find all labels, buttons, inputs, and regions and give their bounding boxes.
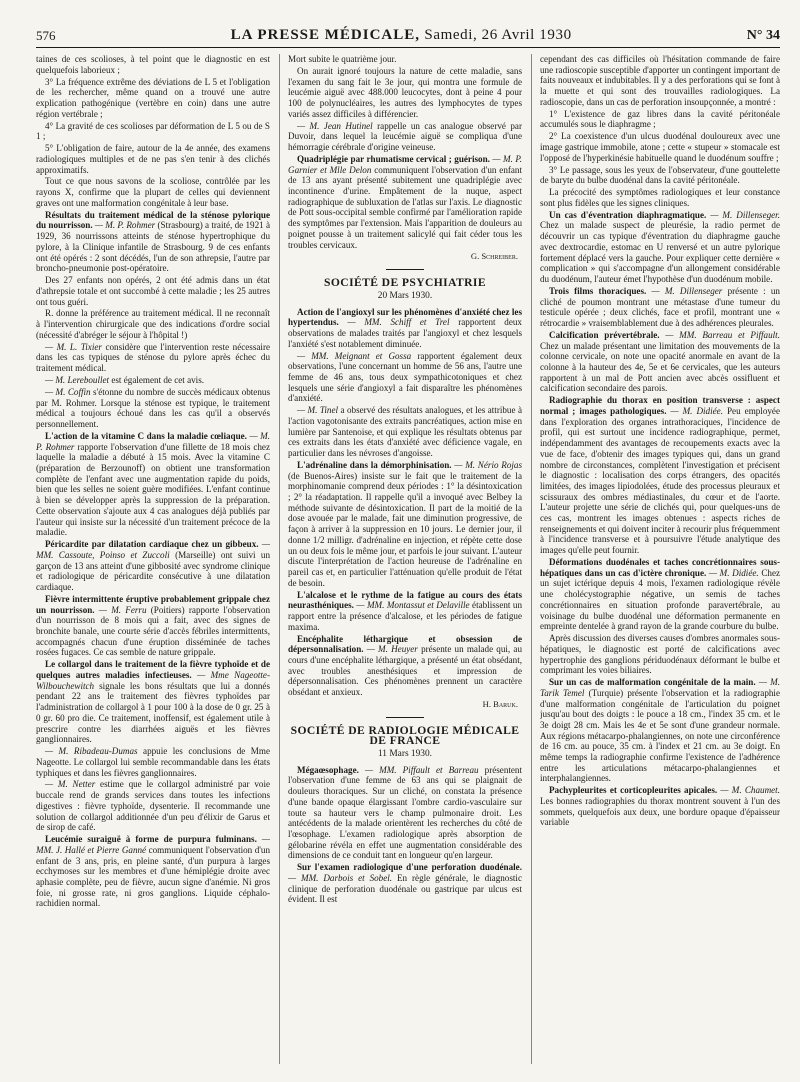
discussion <box>288 121 522 153</box>
communication-text: communiquent l'observation d'un enfant de 13 ans ayant présenté subitement une quadriplégie avec incontinence d'urine. Empâtement de la nuque, aspect radiographique de subluxation de l'atlas sur l'axis. Le diagnostic de Pott sous-occipital semble confirmé par l'amélioration rapide des symptômes par l'extension. Mais l'apparition de douleurs au poignet pousse à un traitement salicylé qui fait céder tous les troubles cervicaux. <box>288 164 522 250</box>
column-3 <box>540 54 780 1072</box>
communication-text: Les bonnes radiographies du thorax montrent souvent à l'un des sommets, quelquefois aux deux, une bordure opaque d'épaisseur variable <box>540 796 780 828</box>
society-heading: SOCIÉTÉ DE RADIOLOGIE MÉDICALE DE FRANCE <box>290 723 520 748</box>
page-header <box>36 22 780 48</box>
column-1 <box>36 54 270 1072</box>
communication-title: Encéphalite léthargique et obsession de dépersonnalisation. <box>288 633 522 655</box>
communication-title: Radiographie du thorax en position transverse : aspect normal ; images pathologiques. <box>540 395 780 416</box>
masthead <box>231 27 572 44</box>
communication-title: Pachypleurites et corticopleurites apicales. <box>549 785 718 796</box>
paragraph: 1° L'existence de gaz libres dans la cavité péritonéale accumulés sous le diaphragme ; <box>540 108 780 130</box>
discussion <box>36 375 270 386</box>
column-rule <box>531 54 532 1064</box>
communication <box>36 834 270 909</box>
communication-title: Trois films thoraciques. <box>549 285 647 296</box>
communication-title: Calcification prévertébrale. <box>549 329 660 340</box>
session-date: 20 Mars 1930. <box>377 290 433 301</box>
author: — M. Nério Rojas <box>454 459 522 470</box>
discussion-text: appuie les conclusions de Mme Nageotte. Le collargol lui semble recommandable dans les états typhiques et dans les fièvres ganglionnaires. <box>36 746 270 778</box>
communication <box>540 330 780 394</box>
communication-text: Chez un malade présentant une limitation des mouvements de la colonne cervicale, on note une opacité anormale en avant de la colonne à la hauteur des 4e, 5e et 6e cervicales, que les auteurs rapportent à un mal de Pott ancien avec abcès ossifluent et calcification secondaire des parois. <box>540 340 780 394</box>
communication-text: (Poitiers) rapporte l'observation d'un nourrisson de 8 mois qui a fait, avec des signes de bronchite banale, une courte série d'accès fébriles intermittents, accompagnés chacun d'une éruption disséminée de taches rosées fugaces. Ce cas semble de nature grippale. <box>36 604 270 658</box>
communication-title: Sur l'examen radiologique d'une perforation duodénale. <box>297 862 522 873</box>
communication <box>36 431 270 538</box>
communication-title: Mégaœsophage. <box>297 764 359 775</box>
discussion <box>36 779 270 833</box>
communication-title: Déformations duodénales et taches concrétionnaires sous-hépatiques dans un cas d'ictère chronique. <box>540 557 780 578</box>
paragraph: R. donne la préférence au traitement médical. Il ne reconnaît à l'intervention chirurgicale que des indications d'ordre social (nécessité d'abréger le séjour à l'hôpital !) <box>36 308 270 340</box>
discussion-text: rappelle un cas analogue observé par Duvoir, dans lequel la leucémie aiguë se compliqua d'une hémorragie cérébrale d'origine veineuse. <box>288 120 522 152</box>
column-rule <box>279 54 280 1064</box>
communication-text: présentent l'observation d'une femme de 63 ans qui se plaignait de douleurs thoraciques. Sur un cliché, on constata la présence d'une bande opaque élargissant l'ombre cardio-vasculaire sur toute sa hauteur vers le champ pulmonaire droit. Les antécédents de la malade orientèrent les recherches du côté de l'œsophage. L'examen radiologique après absorption de gélobarine révéla en effet une augmentation considérable des dimensions de ce conduit tant en longueur qu'en largeur. <box>288 764 522 861</box>
communication <box>288 862 522 905</box>
discussion <box>36 342 270 374</box>
issue-number: N° 34 <box>746 28 780 43</box>
paragraph: Après discussion des diverses causes d'ombres anormales sous-hépatiques, le diagnostic est porté de calcifications avec hypertrophie des ganglions périduodénaux déformant le bulbe et comprimant les voies biliaires. <box>540 633 780 676</box>
author: — M. P. Rohmer <box>94 220 156 231</box>
signature-name: G. Schreiber. <box>470 251 518 262</box>
section-separator <box>386 717 424 718</box>
author: — M. Coffin <box>45 386 91 397</box>
author: — M. Tinel <box>297 405 339 416</box>
communication-title: Quadriplégie par rhumatisme cervical ; guérison. <box>297 153 490 164</box>
section-separator <box>386 269 424 270</box>
paragraph: On aurait ignoré toujours la nature de cette maladie, sans l'examen du sang fait le 3e jour, qui montra une formule de leucémie aiguë avec 488.000 leucocytes, dont à peine 4 pour 100 de polynucléaires, les autres des lymphocytes de types variés assez difficiles à différencier. <box>288 65 522 119</box>
communication-text: rapporte l'observation d'une fillette de 18 mois chez laquelle la maladie a débuté à 15 mois. Avec la vitamine C (préparation de Berzounoff) on obtient une transformation complète de l'enfant avec une augmentation rapide du poids, bien que les selles ne soient guère modifiées. L'enfant continue à bien se développer après la suppression de la préparation. Cette observation s'ajoute aux 4 cas analogues déjà publiés par l'auteur qui insiste sur la nécessité d'un traitement précoce de la maladie. <box>36 441 270 538</box>
communication-text: (Strasbourg) a traité, de 1921 à 1929, 36 nourrissons atteints de sténose hypertrophique du pylore, à la Clinique infantile de Strasbourg. 9 de ces enfants ont été opérés : 2 sont décédés, l'un de son athrepsie, l'autre par broncho-pneumonie post-opératoire. <box>36 220 270 274</box>
communication-text: signale les bons résultats que lui a donnés pendant 22 ans le traitement des fièvres typhoïdes par l'administration de collargol à 1 pour 100 à la dose de 0 gr. 25 à 0 gr. 60 pro die. Ce traitement, inoffensif, est également utile à prescrire contre les diarrhées aiguës et les fièvres ganglionnaires. <box>36 680 270 745</box>
author: — Mme Nageotte-Wilbouchewitch <box>36 670 270 691</box>
communication-title: Péricardite par dilatation cardiaque chez un gibbeux. <box>45 539 259 550</box>
author: — M. L. Tixier <box>45 341 102 352</box>
communication-text: Chez un malade suspect de pleurésie, la radio permet de découvrir un cas typique d'éventration du diaphragme gauche avec dextrocardie, estomac en U renversé et un autre pylorique fortement déplacé vers la gauche. Pour expliquer cette dernière « complication » qui s'accompagne d'un allongement considérable du duodénum, l'auteur émet l'hypothèse d'un duodénum mobile. <box>540 220 780 284</box>
communication <box>36 594 270 658</box>
paragraph: taines de ces scolioses, à tel point que le diagnostic en est quelquefois laborieux ; <box>36 54 270 75</box>
communication <box>288 307 522 350</box>
paragraph: 4° La gravité de ces scolioses par déformation de L 5 ou de S 1 ; <box>36 120 270 142</box>
communication <box>540 286 780 329</box>
communication <box>540 210 780 285</box>
author: — MM. Barreau et Piffault. <box>665 329 780 340</box>
communication <box>288 765 522 861</box>
author: — M. Chaumet. <box>720 785 780 796</box>
communication-text: En règle générale, le diagnostic clinique de perforation duodénale ou gastrique par ulcus est évident. Il est <box>288 872 522 905</box>
communication-title: L'alcalose et le rythme de la fatigue au cours des états neurasthéniques. <box>288 589 522 611</box>
communication-text: Chez un sujet ictérique depuis 4 mois, l'examen radiologique révèle une cholécystographie négative, un semis de taches concrétionnaires en situation profonde paravertébrale, au voisinage du bulbe duodénal une déformation permanente en empreinte dentelée à grand rayon de la grande courbure du bulbe. <box>540 567 780 632</box>
communication <box>540 785 780 828</box>
signature <box>288 699 518 710</box>
society-heading: SOCIÉTÉ DE PSYCHIATRIE <box>324 276 486 290</box>
discussion <box>288 405 522 459</box>
communication <box>36 210 270 274</box>
discussion-text: s'étonne du nombre de succès médicaux obtenus par M. Rohmer. Lorsque la sténose est typique, le traitement médical a toujours échoué dans les cas qu'il a observés personnellement. <box>36 386 270 430</box>
author: — MM. Darbois et Sobel. <box>288 872 393 883</box>
communication-title: L'action de la vitamine C dans la maladie cœliaque. <box>45 430 247 441</box>
author: — M. Didiée. <box>708 567 759 578</box>
communication <box>36 659 270 745</box>
communication-text: (de Buenos-Aires) insiste sur le fait que le traitement de la morphinomanie comprend deux périodes : 1° la désintoxication ; 2° la réadaptation. Il rappelle qu'il a invoqué avec Belbey la méthode suivante de désintoxication. Il part de la moitié de la dose avouée par le malade, fait une diminution progressive, de façon à arriver à la suppression en 10 jours. Le dernier jour, il donne 1/2 milligr. d'adrénaline en injection, et répète cette dose un ou deux fois le même jour, et parfois le jour suivant. L'auteur discute l'interprétation de l'action heureuse de l'adrénaline en pareil cas et, en particulier l'atténuation qu'elle produit de l'état de besoin. <box>288 470 522 588</box>
author: — MM. J. Hallé et Pierre Ganné <box>36 834 270 855</box>
paragraph: 3° Le passage, sous les yeux de l'observateur, d'une gouttelette de baryte du bulbe duodénal dans la cavité péritonéale. <box>540 164 780 186</box>
communication-title: Action de l'angioxyl sur les phénomènes d'anxiété chez les hypertendus. <box>288 306 522 328</box>
discussion <box>36 746 270 778</box>
discussion-text: rapportent également deux observations, l'une concernant un homme de 56 ans, l'autre une femme de 46 ans, tous deux sympathicotoniques et chez lesquels une série d'angioxyl a fait disparaître les phénomènes d'anxiété. <box>288 350 522 404</box>
communication-text: Peu employée dans l'exploration des organes intrathoraciques, l'incidence de profil, qui est surtout une incidence radiographique, permet, indépendamment des avantages de recoupements exacts avec la vue de face, d'obtenir des images typiques qui, dans un grand nombre de circonstances, complètent l'investigation et précisent le diagnostic : localisation des corps étrangers, des opacités limitées, des images lipiodolées, étude des processus pleuraux et scissuraux des ombres médiastinales, du cœur et de l'aorte. L'auteur projette une série de clichés qui, pour quelques-uns de ces cas, montrent les images obtenues : aspects riches de renseignements et qui doivent inciter à recourir plus fréquemment à l'incidence transverse et à poursuivre l'étude analytique des images qu'elle peut fournir. <box>540 406 780 556</box>
author: — M. P. Garnier et Mlle Delon <box>288 153 522 175</box>
communication-title: Leucémie suraiguë à forme de purpura fulminans. <box>45 834 257 845</box>
communication-title: Fièvre intermittente éruptive probablement grippale chez un nourrisson. <box>36 593 270 615</box>
author: — M. Netter <box>45 779 96 790</box>
author: — M. P. Rohmer <box>36 430 270 452</box>
discussion-text: considère que l'intervention reste nécessaire dans les cas typiques de sténose du pylore après échec du traitement médical. <box>36 341 270 374</box>
communication-title: L'adrénaline dans la démorphinisation. <box>297 459 452 470</box>
paragraph: La précocité des symptômes radiologiques et leur constance sont plus fidèles que les signes cliniques. <box>540 187 780 208</box>
communication <box>36 539 270 593</box>
communication-title: Un cas d'éventration diaphragmatique. <box>549 209 707 220</box>
author: — MM. Schiff et Trel <box>347 317 450 328</box>
author: — MM. Piffault et Barreau <box>364 764 479 775</box>
communication <box>288 590 522 633</box>
communication-text: (Marseille) ont suivi un garçon de 13 ans atteint d'une gibbosité avec syndrome clinique et radiologique de péricardite consécutive à une dilatation cardiaque. <box>36 549 270 592</box>
communication-title: Sur un cas de malformation congénitale de la main. <box>549 677 756 688</box>
author: — M. Heuyer <box>366 644 418 655</box>
communication-title: Le collargol dans le traitement de la fièvre typhoïde et de quelques autres maladies infectieuses. <box>36 659 270 680</box>
paragraph: Tout ce que nous savons de la scoliose, contrôlée par les rayons X, confirme que la plupart de celles qui deviennent graves ont une malformation congénitale à leur base. <box>36 176 270 208</box>
communication-text: rapportent deux observations de malades traités par l'angioxyl et chez lesquels l'anxiété s'est notablement diminuée. <box>288 317 522 349</box>
author: — M. Dillenseger. <box>710 209 780 220</box>
author: — M. Lereboullet <box>45 375 110 386</box>
signature <box>288 251 518 262</box>
communication <box>540 395 780 556</box>
paragraph: cependant des cas difficiles où l'hésitation commande de faire une radioscopie susceptible d'apporter un contingent important de faits nouveaux et indubitables. Il y a des perforations qui se font à la muette et qui sont des trouvailles radiologiques. La radioscopie, dans un cas de perforation insoupçonnée, a montré : <box>540 54 780 107</box>
communication-text: communiquent l'observation d'un enfant de 3 ans, pris, en pleine santé, d'un purpura à larges ecchymoses sur les membres et d'une hémiplégie droite avec aphasie complète, peu de fièvre, aucun signe d'anémie. Ni gros foie, ni grosse rate, ni gros ganglions. Liquide céphalo-rachidien normal. <box>36 844 270 909</box>
discussion <box>36 387 270 430</box>
discussion-text: estime que le collargol administré par voie buccale rend de grands services dans toutes les infections digestives : fièvre typhoïde, dysenterie. Il recommande une solution de collargol additionnée d'un peu d'élixir de Garus et de sirop de café. <box>36 779 270 833</box>
communication <box>288 154 522 250</box>
author: — M. Didiée. <box>670 406 723 416</box>
paragraph: 5° L'obligation de faire, autour de la 4e année, des examens radiologiques multiples et de ne pas s'en tenir à des clichés approximatifs. <box>36 143 270 175</box>
author: — M. Ribadeau-Dumas <box>45 746 138 757</box>
author: — M. Ferru <box>98 604 147 615</box>
page-number: 576 <box>36 28 56 43</box>
communication <box>540 557 780 632</box>
discussion <box>288 351 522 405</box>
paragraph: 3° La fréquence extrême des déviations de L 5 et l'obligation de les rechercher, même quand on a trouvé une autre explication pathogénique (vertèbre en coin) dans une autre région vertébrale ; <box>36 76 270 119</box>
communication-text: présente un malade qui, au cours d'une encéphalite léthargique, a présenté un état obsédant, avec troubles anesthésiques et impression de dépersonnalisation. Ces phénomènes prennent un caractère obsédant et anxieux. <box>288 644 522 698</box>
paragraph: Des 27 enfants non opérés, 2 ont été admis dans un état d'athrepsie totale et ont succombé à cette maladie ; les 25 autres ont tous guéri. <box>36 275 270 307</box>
signature-name: H. Baruk. <box>482 698 518 709</box>
issue-date: Samedi, 26 Avril 1930 <box>424 27 572 43</box>
author: — MM. Meignant et Gossa <box>297 350 412 361</box>
communication-text: établissent un rapport entre la présence d'alcalose, et les périodes de fatigue maxima. <box>288 600 522 632</box>
discussion-text: a observé des résultats analogues, et les attribue à l'action vagotonisante des extraits pancréatiques, action mise en lumière par Santenoise, et qui explique les résultats obtenus par ces extraits dans les états d'anxiété avec déficience vagale, en particulier dans les névroses d'angoisse. <box>288 405 522 459</box>
author: — M. Tarik Temel <box>540 677 780 698</box>
paragraph: Mort subite le quatrième jour. <box>288 54 397 64</box>
column-2 <box>288 54 522 1072</box>
communication-title: Résultats du traitement médical de la sténose pylorique du nourrisson. <box>36 209 270 231</box>
journal-name: LA PRESSE MÉDICALE, <box>230 27 421 43</box>
communication <box>540 677 780 784</box>
author: — M. Jean Hutinel <box>297 120 373 131</box>
paragraph: 2° La coexistence d'un ulcus duodénal douloureux avec une image gastrique immobile, atone ; cette « stupeur » stomacale est l'opposé de l'hyperkinésie habituelle quand le duodénum souffre ; <box>540 131 780 163</box>
author: — MM. Cassoute, Poinso et Zuccoli <box>36 539 270 560</box>
author: — MM. Montassut et Delaville <box>356 600 470 611</box>
communication <box>288 460 522 588</box>
communication-text: (Turquie) présente l'observation et la radiographie d'une malformation congénitale de l'articulation du poignet jusqu'au bout des doigts : le pouce a 18 cm., l'index 35 cm. et le 3e doigt 28 cm. Mais les 4e et 5e sont d'une grandeur normale. Aux régions métacarpo-phalangiennes, on note une circonférence de 16 cm. au pouce, 35 cm. à l'index et 21 cm. au 3e doigt. En même temps la radiographie confirme l'existence de l'adhérence entre les articulations métacarpo-phalangiennes et interphalangiennes. <box>540 687 780 784</box>
author: — M. Dillenseger <box>651 285 723 296</box>
communication <box>288 634 522 698</box>
session-date: 11 Mars 1930. <box>377 749 433 760</box>
communication-text: présente : un cliché de poumon montrant une métastase d'une tumeur du testicule opérée ; deux clichés, face et profil, montrant une « rétrocardie » vraisemblablement due à des adhérences pleurales. <box>540 285 780 328</box>
discussion-text: est également de cet avis. <box>111 375 205 386</box>
